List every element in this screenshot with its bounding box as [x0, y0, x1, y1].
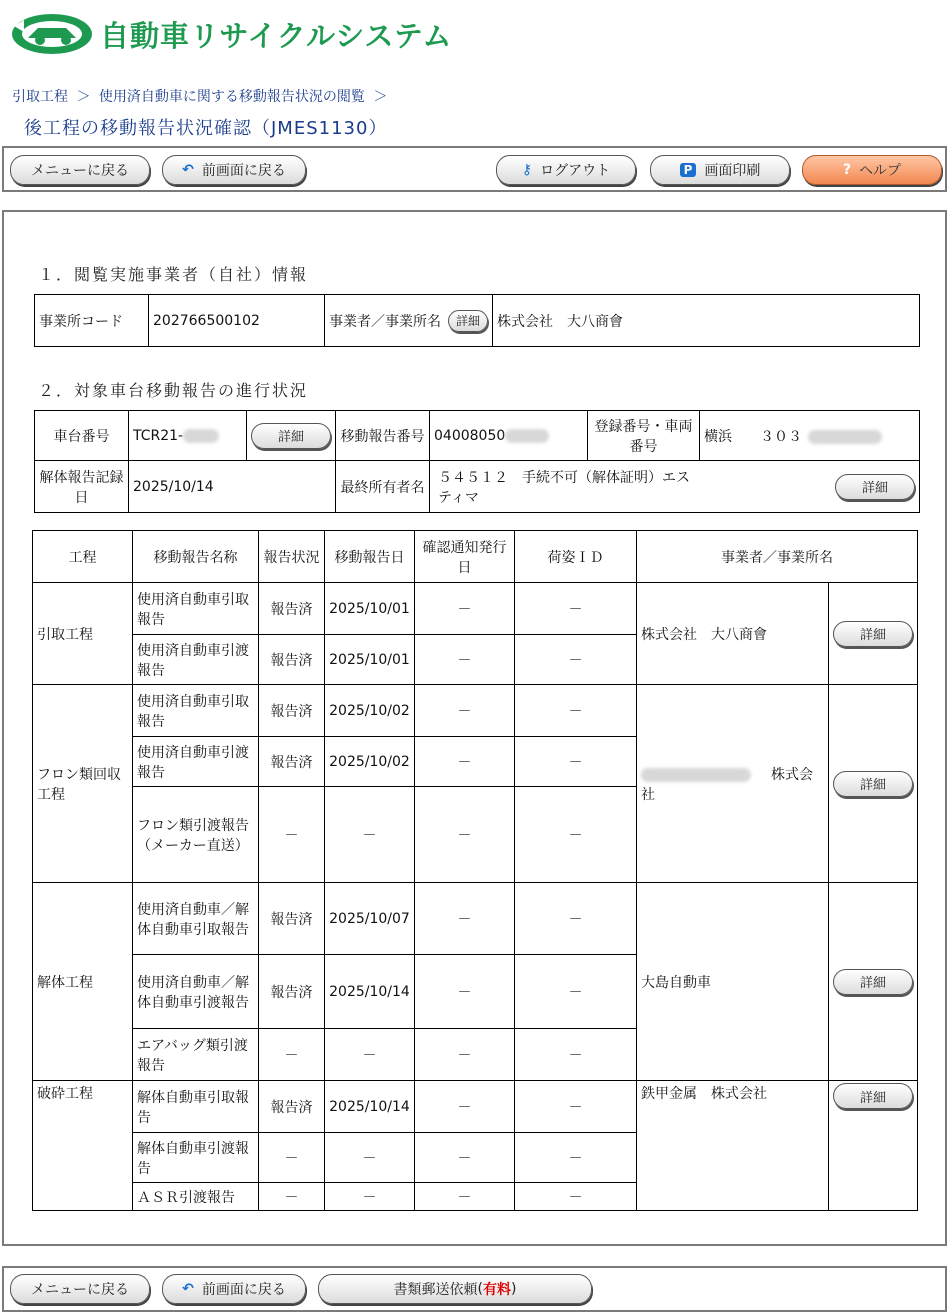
page-title: 後工程の移動報告状況確認（JMES1130）: [24, 118, 388, 139]
business-detail-button[interactable]: 詳細: [833, 969, 913, 995]
chassis-label: 車台番号: [35, 411, 129, 461]
redacted-mask: [183, 429, 219, 443]
detail-button-cell: [829, 1081, 918, 1211]
section2-title: ２．対象車台移動報告の進行状況: [38, 381, 309, 400]
breadcrumb: [12, 86, 391, 106]
dismantle-record-date: 2025/10/14: [129, 461, 336, 513]
table-row: [33, 583, 918, 635]
prev-screen-label: 前画面に戻る: [201, 163, 286, 179]
menu-button-label: メニューに戻る: [31, 163, 129, 179]
logo-title: 自動車リサイクルシステム: [100, 18, 453, 53]
report-name: 使用済自動車／解体自動車引取報告: [133, 883, 259, 955]
report-name: 使用済自動車引取報告: [133, 685, 259, 737]
report-name: 使用済自動車／解体自動車引渡報告: [133, 955, 259, 1029]
menu-button[interactable]: [10, 155, 150, 185]
question-icon: ?: [842, 162, 852, 178]
prev-screen-button[interactable]: [162, 155, 306, 185]
move-report-no-cell: [430, 411, 588, 461]
logo: [10, 8, 452, 60]
paid-label: 有料: [483, 1282, 511, 1298]
package-id: －: [515, 685, 637, 737]
return-arrow-icon: ↶: [182, 1281, 194, 1297]
redacted-mask: [505, 429, 549, 443]
report-date: 2025/10/01: [325, 583, 415, 635]
package-id: －: [515, 955, 637, 1029]
business-detail-button[interactable]: 詳細: [833, 771, 913, 797]
confirm-notice-date: －: [415, 1133, 515, 1183]
table-row: [33, 685, 918, 737]
breadcrumb-separator: ＞: [76, 89, 91, 105]
header-business-name: 事業者／事業所名: [637, 531, 918, 583]
business-name: 大島自動車: [641, 974, 711, 991]
car-recycle-logo-icon: [10, 12, 94, 56]
package-id: －: [515, 883, 637, 955]
report-date: －: [325, 787, 415, 883]
move-report-no-label: 移動報告番号: [336, 411, 430, 461]
mail-request-label: 書類郵送依頼: [393, 1282, 478, 1298]
business-name: 株式会社: [641, 766, 813, 803]
confirm-notice-date: －: [415, 955, 515, 1029]
last-owner-label: 最終所有者名: [336, 461, 430, 513]
return-arrow-icon: ↶: [182, 162, 194, 178]
redacted-mask: [641, 768, 751, 782]
business-detail-button[interactable]: 詳細: [833, 621, 913, 647]
report-status: 報告済: [259, 883, 325, 955]
logout-label: ログアウト: [540, 163, 611, 179]
report-name: 解体自動車引取報告: [133, 1081, 259, 1133]
progress-table: [32, 530, 918, 1211]
confirm-notice-date: －: [415, 1081, 515, 1133]
report-status: －: [259, 1133, 325, 1183]
business-detail-button[interactable]: 詳細: [833, 1083, 913, 1109]
report-status: －: [259, 1029, 325, 1081]
report-name: 使用済自動車引渡報告: [133, 635, 259, 685]
chassis-detail-button[interactable]: 詳細: [251, 423, 331, 449]
confirm-notice-date: －: [415, 685, 515, 737]
package-id: －: [515, 1081, 637, 1133]
mail-request-button[interactable]: 書類郵送依頼 ( 有料 ): [318, 1274, 592, 1304]
report-name: ＡＳＲ引渡報告: [133, 1183, 259, 1211]
package-id: －: [515, 1029, 637, 1081]
header-confirm-date: 確認通知発行日: [415, 531, 515, 583]
breadcrumb-item-hikitori[interactable]: 引取工程: [12, 89, 68, 105]
report-date: 2025/10/14: [325, 1081, 415, 1133]
table-row: [33, 1081, 918, 1133]
header-report-name: 移動報告名称: [133, 531, 259, 583]
report-status: 報告済: [259, 635, 325, 685]
chassis-detail-cell: [247, 411, 336, 461]
header-report-date: 移動報告日: [325, 531, 415, 583]
business-name-cell: [637, 883, 829, 1081]
report-status: 報告済: [259, 583, 325, 635]
process-name: フロン類回収工程: [33, 685, 133, 883]
confirm-notice-date: －: [415, 883, 515, 955]
print-p-icon: P: [680, 163, 697, 177]
business-name-label: 事業者／事業所名: [329, 313, 441, 330]
dismantle-record-label: 解体報告記録日: [35, 461, 129, 513]
logout-button[interactable]: [496, 155, 636, 185]
business-name-value: 株式会社 大八商會: [493, 295, 920, 347]
registration-cell: [700, 411, 920, 461]
header-process: 工程: [33, 531, 133, 583]
confirm-notice-date: －: [415, 1183, 515, 1211]
last-owner-value: ５４５１２ 手続不可（解体証明）エスティマ: [430, 461, 700, 513]
progress-header-row: [33, 531, 918, 583]
business-name-label-cell: [325, 295, 493, 347]
office-code-label: 事業所コード: [35, 295, 149, 347]
prev-screen-label: 前画面に戻る: [201, 1282, 286, 1298]
report-date: 2025/10/14: [325, 955, 415, 1029]
business-name-cell: [637, 1081, 829, 1211]
redacted-mask: [808, 430, 882, 444]
print-label: 画面印刷: [704, 163, 761, 179]
breadcrumb-separator: ＞: [373, 89, 388, 105]
detail-button-cell: [829, 883, 918, 1081]
chassis-value: TCR21-: [133, 427, 184, 444]
top-toolbar: [2, 146, 947, 192]
help-button[interactable]: [802, 155, 942, 185]
report-status: －: [259, 1183, 325, 1211]
report-date: 2025/10/01: [325, 635, 415, 685]
menu-button-label: メニューに戻る: [31, 1282, 129, 1298]
report-date: －: [325, 1183, 415, 1211]
office-code-value: 202766500102: [149, 295, 325, 347]
last-owner-detail-cell: [700, 461, 920, 513]
print-button[interactable]: [650, 155, 790, 185]
package-id: －: [515, 737, 637, 787]
report-date: －: [325, 1029, 415, 1081]
bottom-toolbar: [2, 1266, 947, 1312]
report-date: 2025/10/07: [325, 883, 415, 955]
package-id: －: [515, 635, 637, 685]
menu-button-bottom[interactable]: [10, 1274, 150, 1304]
vehicle-info-table: [34, 410, 920, 513]
report-status: 報告済: [259, 685, 325, 737]
prev-screen-button-bottom[interactable]: [162, 1274, 306, 1304]
confirm-notice-date: －: [415, 737, 515, 787]
business-name-cell: [637, 685, 829, 883]
key-icon: ⚷: [521, 162, 533, 178]
process-name: 引取工程: [33, 583, 133, 685]
report-name: 解体自動車引渡報告: [133, 1133, 259, 1183]
report-date: －: [325, 1133, 415, 1183]
report-name: フロン類引渡報告（メーカー直送）: [133, 787, 259, 883]
detail-button-cell: [829, 685, 918, 883]
business-name: 鉄甲金属 株式会社: [641, 1086, 767, 1102]
package-id: －: [515, 583, 637, 635]
confirm-notice-date: －: [415, 1029, 515, 1081]
detail-button-cell: [829, 583, 918, 685]
last-owner-detail-button[interactable]: 詳細: [835, 474, 915, 500]
report-name: 使用済自動車引取報告: [133, 583, 259, 635]
header-report-status: 報告状況: [259, 531, 325, 583]
package-id: －: [515, 1183, 637, 1211]
report-name: 使用済自動車引渡報告: [133, 737, 259, 787]
registration-label: 登録番号・車両番号: [588, 411, 700, 461]
breadcrumb-item-move-report[interactable]: 使用済自動車に関する移動報告状況の閲覧: [98, 89, 365, 105]
progress-body: [33, 583, 918, 1211]
confirm-notice-date: －: [415, 787, 515, 883]
own-business-table: [34, 294, 920, 347]
report-status: 報告済: [259, 955, 325, 1029]
section1-title: １．閲覧実施事業者（自社）情報: [38, 265, 309, 284]
report-status: 報告済: [259, 737, 325, 787]
registration-value: 横浜 ３０３: [704, 428, 802, 445]
report-name: エアバッグ類引渡報告: [133, 1029, 259, 1081]
business-name-cell: [637, 583, 829, 685]
report-date: 2025/10/02: [325, 685, 415, 737]
report-status: 報告済: [259, 1081, 325, 1133]
table-row: [33, 883, 918, 955]
confirm-notice-date: －: [415, 635, 515, 685]
own-business-detail-button[interactable]: 詳細: [448, 310, 488, 332]
package-id: －: [515, 787, 637, 883]
help-label: ヘルプ: [859, 163, 902, 179]
confirm-notice-date: －: [415, 583, 515, 635]
main-panel: [2, 210, 947, 1246]
header-package-id: 荷姿ＩＤ: [515, 531, 637, 583]
move-report-no-value: 04008050: [434, 427, 506, 444]
chassis-value-cell: [129, 411, 247, 461]
report-status: －: [259, 787, 325, 883]
package-id: －: [515, 1133, 637, 1183]
process-name: 破砕工程: [33, 1081, 133, 1211]
report-date: 2025/10/02: [325, 737, 415, 787]
process-name: 解体工程: [33, 883, 133, 1081]
business-name: 株式会社 大八商會: [641, 626, 767, 643]
